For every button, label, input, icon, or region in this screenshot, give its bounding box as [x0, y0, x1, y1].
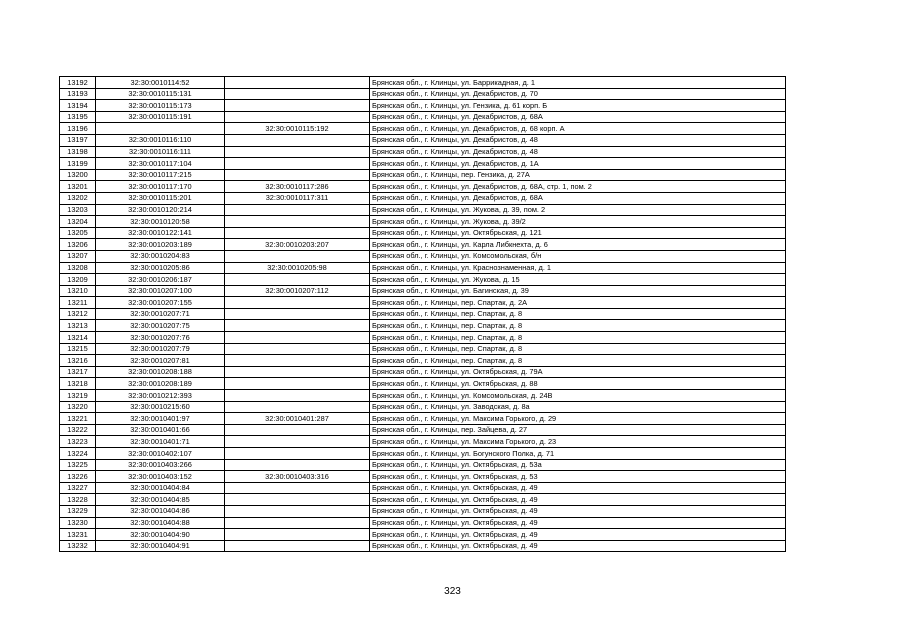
table-row	[60, 100, 786, 112]
cadastral-number-cell: 32:30:0010115:131	[96, 88, 225, 100]
cadastral-number-cell: 32:30:0010207:155	[96, 297, 225, 309]
table-row	[60, 239, 786, 251]
address-cell: Брянская обл., г. Клинцы, пер. Спартак, д. 8	[370, 320, 786, 332]
row-number-cell: 13199	[60, 158, 96, 170]
parent-cadastral-number-cell	[225, 378, 370, 390]
parent-cadastral-number-cell	[225, 146, 370, 158]
address-cell: Брянская обл., г. Клинцы, ул. Октябрьская, д. 49	[370, 517, 786, 529]
address-cell: Брянская обл., г. Клинцы, ул. Октябрьская, д. 53а	[370, 459, 786, 471]
row-number-cell: 13218	[60, 378, 96, 390]
row-number-cell: 13228	[60, 494, 96, 506]
table-row	[60, 494, 786, 506]
cadastral-number-cell: 32:30:0010208:188	[96, 366, 225, 378]
cadastral-number-cell: 32:30:0010215:60	[96, 401, 225, 413]
cadastral-number-cell: 32:30:0010401:97	[96, 413, 225, 425]
cadastral-number-cell: 32:30:0010404:91	[96, 540, 225, 552]
registry-table-body	[60, 77, 786, 552]
cadastral-number-cell: 32:30:0010116:110	[96, 134, 225, 146]
address-cell: Брянская обл., г. Клинцы, ул. Карла Либкнехта, д. 6	[370, 239, 786, 251]
table-row	[60, 448, 786, 460]
table-row	[60, 378, 786, 390]
parent-cadastral-number-cell	[225, 77, 370, 89]
cadastral-number-cell: 32:30:0010122:141	[96, 227, 225, 239]
parent-cadastral-number-cell	[225, 158, 370, 170]
cadastral-number-cell: 32:30:0010207:75	[96, 320, 225, 332]
row-number-cell: 13225	[60, 459, 96, 471]
address-cell: Брянская обл., г. Клинцы, ул. Октябрьская, д. 49	[370, 482, 786, 494]
parent-cadastral-number-cell: 32:30:0010115:192	[225, 123, 370, 135]
address-cell: Брянская обл., г. Клинцы, ул. Октябрьская, д. 49	[370, 494, 786, 506]
parent-cadastral-number-cell	[225, 343, 370, 355]
address-cell: Брянская обл., г. Клинцы, ул. Октябрьская, д. 49	[370, 540, 786, 552]
address-cell: Брянская обл., г. Клинцы, ул. Декабристов, д. 68А	[370, 111, 786, 123]
table-row	[60, 146, 786, 158]
page-number: 323	[444, 586, 461, 597]
parent-cadastral-number-cell	[225, 111, 370, 123]
row-number-cell: 13210	[60, 285, 96, 297]
address-cell: Брянская обл., г. Клинцы, ул. Багинская, д. 39	[370, 285, 786, 297]
table-row	[60, 274, 786, 286]
address-cell: Брянская обл., г. Клинцы, ул. Богунского Полка, д. 71	[370, 448, 786, 460]
address-cell: Брянская обл., г. Клинцы, пер. Спартак, д. 8	[370, 355, 786, 367]
table-row	[60, 262, 786, 274]
address-cell: Брянская обл., г. Клинцы, ул. Октябрьская, д. 49	[370, 529, 786, 541]
row-number-cell: 13208	[60, 262, 96, 274]
address-cell: Брянская обл., г. Клинцы, ул. Октябрьская, д. 88	[370, 378, 786, 390]
cadastral-number-cell: 32:30:0010117:170	[96, 181, 225, 193]
cadastral-number-cell: 32:30:0010401:71	[96, 436, 225, 448]
table-row	[60, 297, 786, 309]
cadastral-number-cell: 32:30:0010115:173	[96, 100, 225, 112]
row-number-cell: 13222	[60, 424, 96, 436]
table-row	[60, 343, 786, 355]
parent-cadastral-number-cell: 32:30:0010403:316	[225, 471, 370, 483]
table-row	[60, 471, 786, 483]
address-cell: Брянская обл., г. Клинцы, ул. Декабристов, д. 68А	[370, 192, 786, 204]
row-number-cell: 13216	[60, 355, 96, 367]
cadastral-number-cell: 32:30:0010404:86	[96, 505, 225, 517]
address-cell: Брянская обл., г. Клинцы, ул. Баррикадная, д. 1	[370, 77, 786, 89]
parent-cadastral-number-cell	[225, 424, 370, 436]
row-number-cell: 13202	[60, 192, 96, 204]
cadastral-number-cell	[96, 123, 225, 135]
address-cell: Брянская обл., г. Клинцы, ул. Гензика, д. 61 корп. Б	[370, 100, 786, 112]
address-cell: Брянская обл., г. Клинцы, пер. Спартак, д. 8	[370, 308, 786, 320]
row-number-cell: 13221	[60, 413, 96, 425]
parent-cadastral-number-cell: 32:30:0010205:98	[225, 262, 370, 274]
address-cell: Брянская обл., г. Клинцы, ул. Декабристов, д. 68 корп. А	[370, 123, 786, 135]
row-number-cell: 13227	[60, 482, 96, 494]
parent-cadastral-number-cell	[225, 401, 370, 413]
row-number-cell: 13195	[60, 111, 96, 123]
row-number-cell: 13205	[60, 227, 96, 239]
address-cell: Брянская обл., г. Клинцы, пер. Спартак, д. 8	[370, 343, 786, 355]
row-number-cell: 13201	[60, 181, 96, 193]
row-number-cell: 13204	[60, 216, 96, 228]
parent-cadastral-number-cell	[225, 459, 370, 471]
cadastral-number-cell: 32:30:0010204:83	[96, 250, 225, 262]
cadastral-number-cell: 32:30:0010207:71	[96, 308, 225, 320]
parent-cadastral-number-cell	[225, 332, 370, 344]
cadastral-number-cell: 32:30:0010203:189	[96, 239, 225, 251]
table-row	[60, 216, 786, 228]
address-cell: Брянская обл., г. Клинцы, ул. Краснознаменная, д. 1	[370, 262, 786, 274]
row-number-cell: 13232	[60, 540, 96, 552]
table-row	[60, 401, 786, 413]
row-number-cell: 13203	[60, 204, 96, 216]
address-cell: Брянская обл., г. Клинцы, ул. Декабристов, д. 48	[370, 134, 786, 146]
parent-cadastral-number-cell	[225, 482, 370, 494]
row-number-cell: 13217	[60, 366, 96, 378]
row-number-cell: 13213	[60, 320, 96, 332]
table-row	[60, 355, 786, 367]
address-cell: Брянская обл., г. Клинцы, ул. Комсомольская, б/н	[370, 250, 786, 262]
parent-cadastral-number-cell	[225, 88, 370, 100]
cadastral-number-cell: 32:30:0010402:107	[96, 448, 225, 460]
address-cell: Брянская обл., г. Клинцы, ул. Декабристов, д. 1А	[370, 158, 786, 170]
parent-cadastral-number-cell	[225, 204, 370, 216]
table-row	[60, 285, 786, 297]
row-number-cell: 13193	[60, 88, 96, 100]
address-cell: Брянская обл., г. Клинцы, ул. Заводская, д. 8а	[370, 401, 786, 413]
table-row	[60, 482, 786, 494]
registry-table	[59, 76, 786, 552]
row-number-cell: 13214	[60, 332, 96, 344]
parent-cadastral-number-cell	[225, 529, 370, 541]
row-number-cell: 13231	[60, 529, 96, 541]
table-row	[60, 158, 786, 170]
address-cell: Брянская обл., г. Клинцы, ул. Декабристов, д. 68А, стр. 1, пом. 2	[370, 181, 786, 193]
row-number-cell: 13211	[60, 297, 96, 309]
address-cell: Брянская обл., г. Клинцы, ул. Октябрьская, д. 49	[370, 505, 786, 517]
row-number-cell: 13219	[60, 390, 96, 402]
address-cell: Брянская обл., г. Клинцы, пер. Спартак, д. 2А	[370, 297, 786, 309]
cadastral-number-cell: 32:30:0010403:266	[96, 459, 225, 471]
cadastral-number-cell: 32:30:0010208:189	[96, 378, 225, 390]
cadastral-number-cell: 32:30:0010207:81	[96, 355, 225, 367]
cadastral-number-cell: 32:30:0010207:76	[96, 332, 225, 344]
parent-cadastral-number-cell	[225, 540, 370, 552]
parent-cadastral-number-cell	[225, 390, 370, 402]
table-row	[60, 517, 786, 529]
row-number-cell: 13198	[60, 146, 96, 158]
row-number-cell: 13230	[60, 517, 96, 529]
table-row	[60, 134, 786, 146]
cadastral-number-cell: 32:30:0010115:191	[96, 111, 225, 123]
address-cell: Брянская обл., г. Клинцы, ул. Жукова, д. 15	[370, 274, 786, 286]
address-cell: Брянская обл., г. Клинцы, пер. Гензика, д. 27А	[370, 169, 786, 181]
cadastral-number-cell: 32:30:0010212:393	[96, 390, 225, 402]
parent-cadastral-number-cell	[225, 100, 370, 112]
parent-cadastral-number-cell	[225, 308, 370, 320]
parent-cadastral-number-cell: 32:30:0010401:287	[225, 413, 370, 425]
cadastral-number-cell: 32:30:0010404:84	[96, 482, 225, 494]
parent-cadastral-number-cell	[225, 366, 370, 378]
table-row	[60, 424, 786, 436]
parent-cadastral-number-cell	[225, 250, 370, 262]
cadastral-number-cell: 32:30:0010117:215	[96, 169, 225, 181]
table-row	[60, 436, 786, 448]
table-row	[60, 459, 786, 471]
table-row	[60, 227, 786, 239]
address-cell: Брянская обл., г. Клинцы, ул. Октябрьская, д. 53	[370, 471, 786, 483]
table-row	[60, 320, 786, 332]
table-row	[60, 390, 786, 402]
row-number-cell: 13192	[60, 77, 96, 89]
parent-cadastral-number-cell	[225, 355, 370, 367]
cadastral-number-cell: 32:30:0010404:85	[96, 494, 225, 506]
table-row	[60, 308, 786, 320]
parent-cadastral-number-cell	[225, 297, 370, 309]
table-row	[60, 413, 786, 425]
address-cell: Брянская обл., г. Клинцы, ул. Декабристов, д. 48	[370, 146, 786, 158]
row-number-cell: 13220	[60, 401, 96, 413]
address-cell: Брянская обл., г. Клинцы, ул. Декабристов, д. 70	[370, 88, 786, 100]
row-number-cell: 13200	[60, 169, 96, 181]
table-row	[60, 250, 786, 262]
parent-cadastral-number-cell	[225, 134, 370, 146]
cadastral-number-cell: 32:30:0010117:104	[96, 158, 225, 170]
address-cell: Брянская обл., г. Клинцы, ул. Октябрьская, д. 121	[370, 227, 786, 239]
parent-cadastral-number-cell	[225, 448, 370, 460]
row-number-cell: 13224	[60, 448, 96, 460]
table-row	[60, 169, 786, 181]
table-row	[60, 366, 786, 378]
row-number-cell: 13196	[60, 123, 96, 135]
address-cell: Брянская обл., г. Клинцы, ул. Максима Горького, д. 29	[370, 413, 786, 425]
row-number-cell: 13194	[60, 100, 96, 112]
parent-cadastral-number-cell	[225, 227, 370, 239]
parent-cadastral-number-cell: 32:30:0010203:207	[225, 239, 370, 251]
table-row	[60, 181, 786, 193]
table-row	[60, 77, 786, 89]
cadastral-number-cell: 32:30:0010403:152	[96, 471, 225, 483]
table-row	[60, 540, 786, 552]
table-row	[60, 505, 786, 517]
row-number-cell: 13215	[60, 343, 96, 355]
address-cell: Брянская обл., г. Клинцы, ул. Комсомольская, д. 24В	[370, 390, 786, 402]
cadastral-number-cell: 32:30:0010115:201	[96, 192, 225, 204]
row-number-cell: 13212	[60, 308, 96, 320]
cadastral-number-cell: 32:30:0010404:88	[96, 517, 225, 529]
table-row	[60, 123, 786, 135]
cadastral-number-cell: 32:30:0010116:111	[96, 146, 225, 158]
address-cell: Брянская обл., г. Клинцы, ул. Октябрьская, д. 79А	[370, 366, 786, 378]
cadastral-number-cell: 32:30:0010401:66	[96, 424, 225, 436]
table-row	[60, 529, 786, 541]
cadastral-number-cell: 32:30:0010404:90	[96, 529, 225, 541]
cadastral-number-cell: 32:30:0010120:214	[96, 204, 225, 216]
parent-cadastral-number-cell	[225, 505, 370, 517]
row-number-cell: 13229	[60, 505, 96, 517]
cadastral-number-cell: 32:30:0010206:187	[96, 274, 225, 286]
address-cell: Брянская обл., г. Клинцы, ул. Жукова, д. 39/2	[370, 216, 786, 228]
cadastral-number-cell: 32:30:0010207:100	[96, 285, 225, 297]
parent-cadastral-number-cell	[225, 494, 370, 506]
table-row	[60, 204, 786, 216]
row-number-cell: 13207	[60, 250, 96, 262]
row-number-cell: 13223	[60, 436, 96, 448]
parent-cadastral-number-cell	[225, 274, 370, 286]
parent-cadastral-number-cell	[225, 169, 370, 181]
parent-cadastral-number-cell: 32:30:0010117:311	[225, 192, 370, 204]
address-cell: Брянская обл., г. Клинцы, пер. Зайцева, д. 27	[370, 424, 786, 436]
parent-cadastral-number-cell	[225, 517, 370, 529]
parent-cadastral-number-cell: 32:30:0010207:112	[225, 285, 370, 297]
row-number-cell: 13209	[60, 274, 96, 286]
address-cell: Брянская обл., г. Клинцы, ул. Жукова, д. 39, пом. 2	[370, 204, 786, 216]
address-cell: Брянская обл., г. Клинцы, пер. Спартак, д. 8	[370, 332, 786, 344]
parent-cadastral-number-cell: 32:30:0010117:286	[225, 181, 370, 193]
row-number-cell: 13226	[60, 471, 96, 483]
row-number-cell: 13206	[60, 239, 96, 251]
parent-cadastral-number-cell	[225, 320, 370, 332]
address-cell: Брянская обл., г. Клинцы, ул. Максима Горького, д. 23	[370, 436, 786, 448]
table-row	[60, 192, 786, 204]
cadastral-number-cell: 32:30:0010114:52	[96, 77, 225, 89]
cadastral-number-cell: 32:30:0010205:86	[96, 262, 225, 274]
table-row	[60, 332, 786, 344]
parent-cadastral-number-cell	[225, 436, 370, 448]
table-row	[60, 88, 786, 100]
parent-cadastral-number-cell	[225, 216, 370, 228]
table-row	[60, 111, 786, 123]
cadastral-number-cell: 32:30:0010207:79	[96, 343, 225, 355]
cadastral-number-cell: 32:30:0010120:58	[96, 216, 225, 228]
row-number-cell: 13197	[60, 134, 96, 146]
